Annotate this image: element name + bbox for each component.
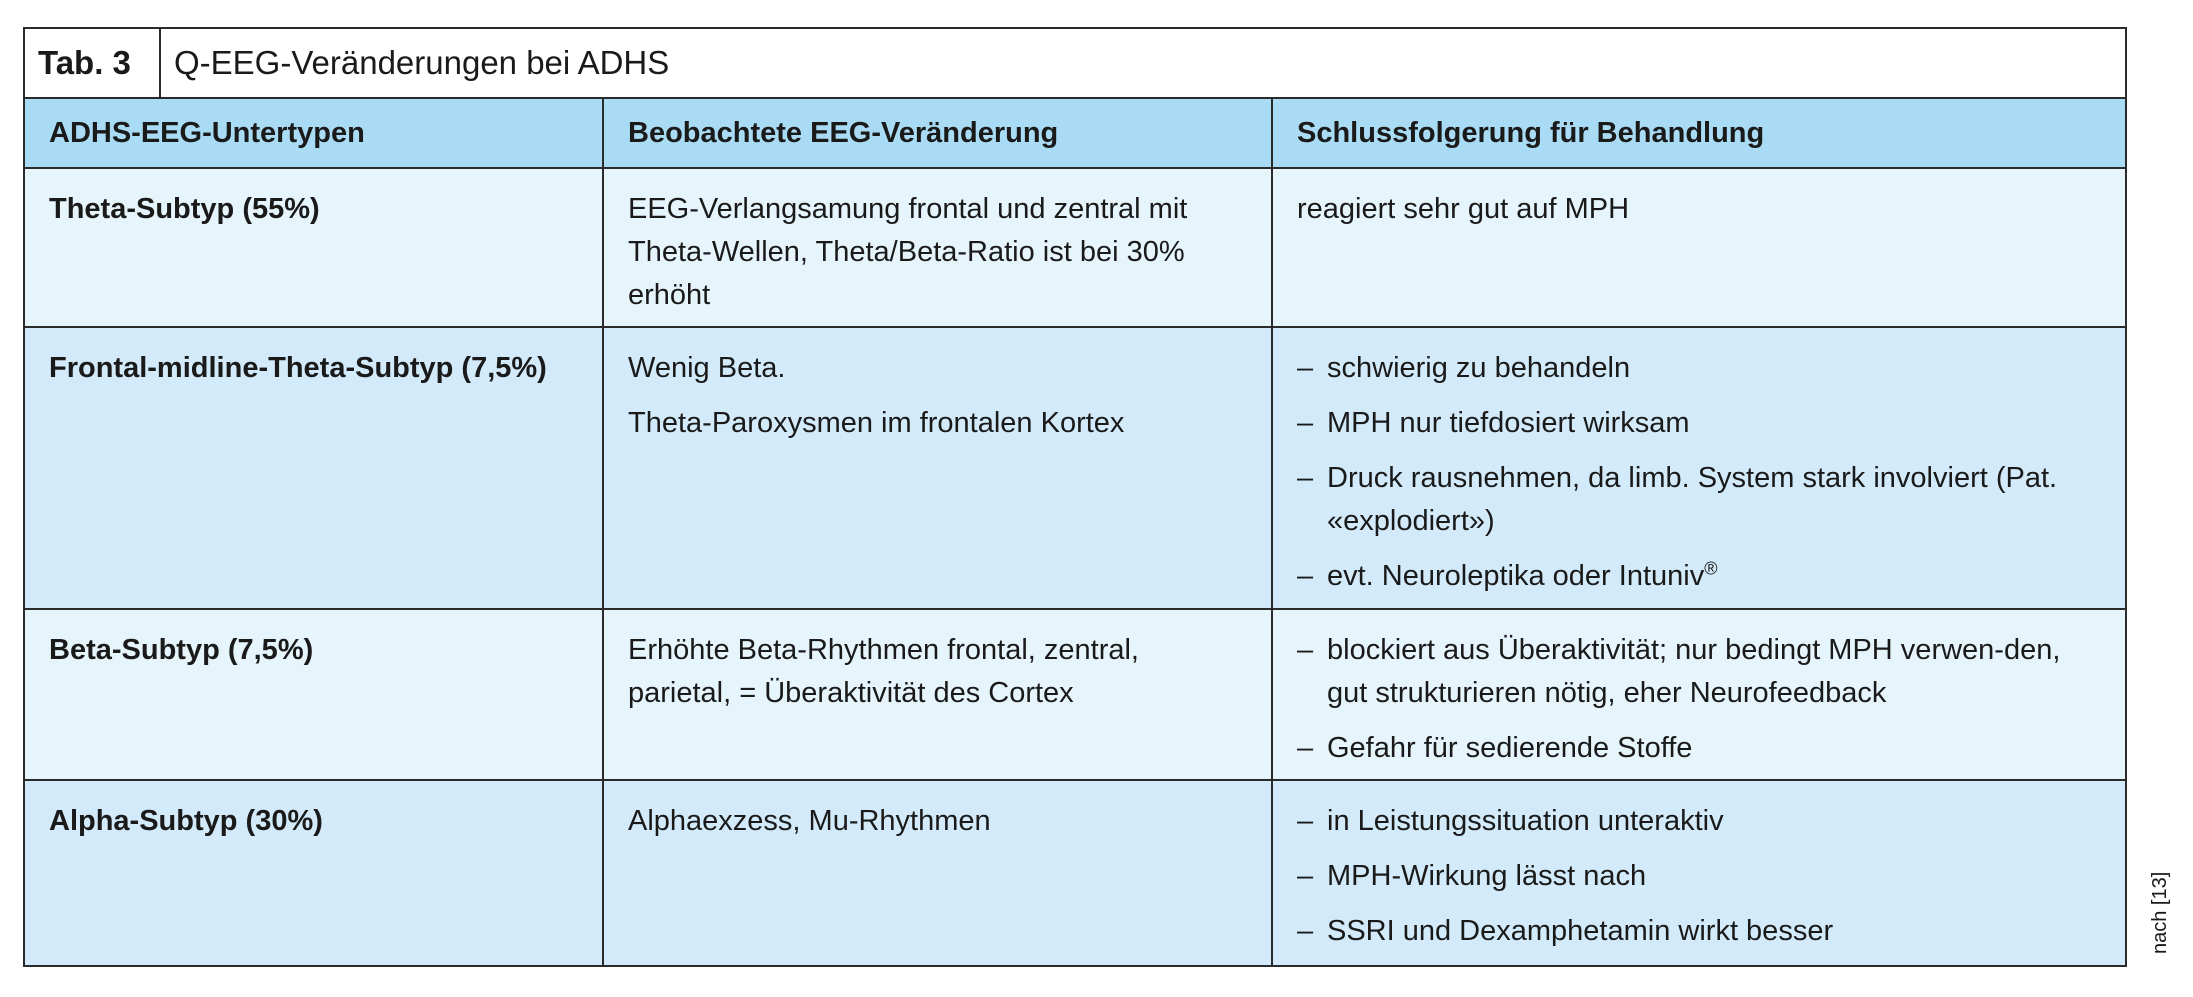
conclusion-bullet	[1297, 457, 2101, 543]
observed-text: Erhöhte Beta-Rhythmen frontal, zentral, parietal, = Überaktivität des Cortex	[628, 634, 1139, 709]
table-row-beta	[25, 610, 2125, 781]
observed-text: Wenig Beta.	[628, 352, 786, 384]
column-header-observed: Beobachtete EEG-Veränderung	[604, 99, 1273, 167]
conclusion-bullet	[1297, 855, 2101, 898]
dash-marker: –	[1297, 732, 1314, 764]
dash-marker: –	[1297, 915, 1314, 947]
dash-marker: –	[1297, 462, 1314, 494]
conclusion-text: MPH-Wirkung lässt nach	[1327, 860, 1647, 892]
table-row-frontal-midline-theta	[25, 328, 2125, 610]
subtype-cell: Alpha-Subtyp (30%)	[25, 781, 604, 965]
conclusion-cell	[1273, 169, 2125, 326]
conclusion-bullet	[1297, 402, 2101, 445]
conclusion-bullet-body	[1327, 555, 2101, 598]
observed-cell	[604, 328, 1273, 608]
conclusion-text: Druck rausnehmen, da limb. System stark involviert (Pat. «explodiert»)	[1327, 462, 2058, 537]
column-header-subtypes: ADHS-EEG-Untertypen	[25, 99, 604, 167]
conclusion-text: in Leistungssituation unteraktiv	[1327, 805, 1724, 837]
table-number-label: Tab. 3	[25, 29, 161, 97]
observed-cell	[604, 781, 1273, 965]
q-eeg-table	[23, 27, 2127, 967]
observed-text: Alphaexzess, Mu-Rhythmen	[628, 805, 991, 837]
table-row-theta	[25, 169, 2125, 328]
dash-marker: –	[1297, 352, 1314, 384]
subtype-cell: Theta-Subtyp (55%)	[25, 169, 604, 326]
observed-text: EEG-Verlangsamung frontal und zentral mit Theta-Wellen, Theta/Beta-Ratio ist bei 30% erhöht	[628, 193, 1188, 311]
conclusion-cell	[1273, 610, 2125, 779]
conclusion-bullet	[1297, 629, 2101, 715]
table-title-bar	[25, 29, 2125, 99]
conclusion-bullet	[1297, 347, 2101, 390]
conclusion-bullet	[1297, 555, 2101, 598]
dash-marker: –	[1297, 407, 1314, 439]
conclusion-text: blockiert aus Überaktivität; nur bedingt MPH verwen-den, gut strukturieren nötig, eher Neurofeedback	[1327, 634, 2061, 709]
observed-cell	[604, 169, 1273, 326]
conclusion-text: evt. Neuroleptika oder Intuniv	[1327, 560, 1705, 592]
dash-marker: –	[1297, 560, 1314, 592]
conclusion-text: reagiert sehr gut auf MPH	[1297, 193, 1630, 225]
subtype-cell: Beta-Subtyp (7,5%)	[25, 610, 604, 779]
conclusion-bullet	[1297, 800, 2101, 843]
conclusion-cell	[1273, 328, 2125, 608]
dash-marker: –	[1297, 860, 1314, 892]
table-row-alpha	[25, 781, 2125, 965]
table-title: Q-EEG-Veränderungen bei ADHS	[174, 44, 670, 81]
column-header-conclusion: Schlussfolgerung für Behandlung	[1297, 116, 1765, 149]
dash-marker: –	[1297, 634, 1314, 666]
conclusion-text: Gefahr für sedierende Stoffe	[1327, 732, 1693, 764]
conclusion-text: schwierig zu behandeln	[1327, 352, 1631, 384]
observed-cell	[604, 610, 1273, 779]
conclusion-text: MPH nur tiefdosiert wirksam	[1327, 407, 1690, 439]
source-note: nach [13]	[2149, 871, 2171, 954]
conclusion-bullet	[1297, 910, 2101, 953]
table-header-row	[25, 99, 2125, 169]
registered-mark: ®	[1704, 558, 1718, 579]
dash-marker: –	[1297, 805, 1314, 837]
observed-text: Theta-Paroxysmen im frontalen Kortex	[628, 407, 1125, 439]
subtype-cell: Frontal-midline-Theta-Subtyp (7,5%)	[25, 328, 604, 608]
conclusion-cell	[1273, 781, 2125, 965]
conclusion-bullet	[1297, 727, 2101, 770]
conclusion-text: SSRI und Dexamphetamin wirkt besser	[1327, 915, 1834, 947]
